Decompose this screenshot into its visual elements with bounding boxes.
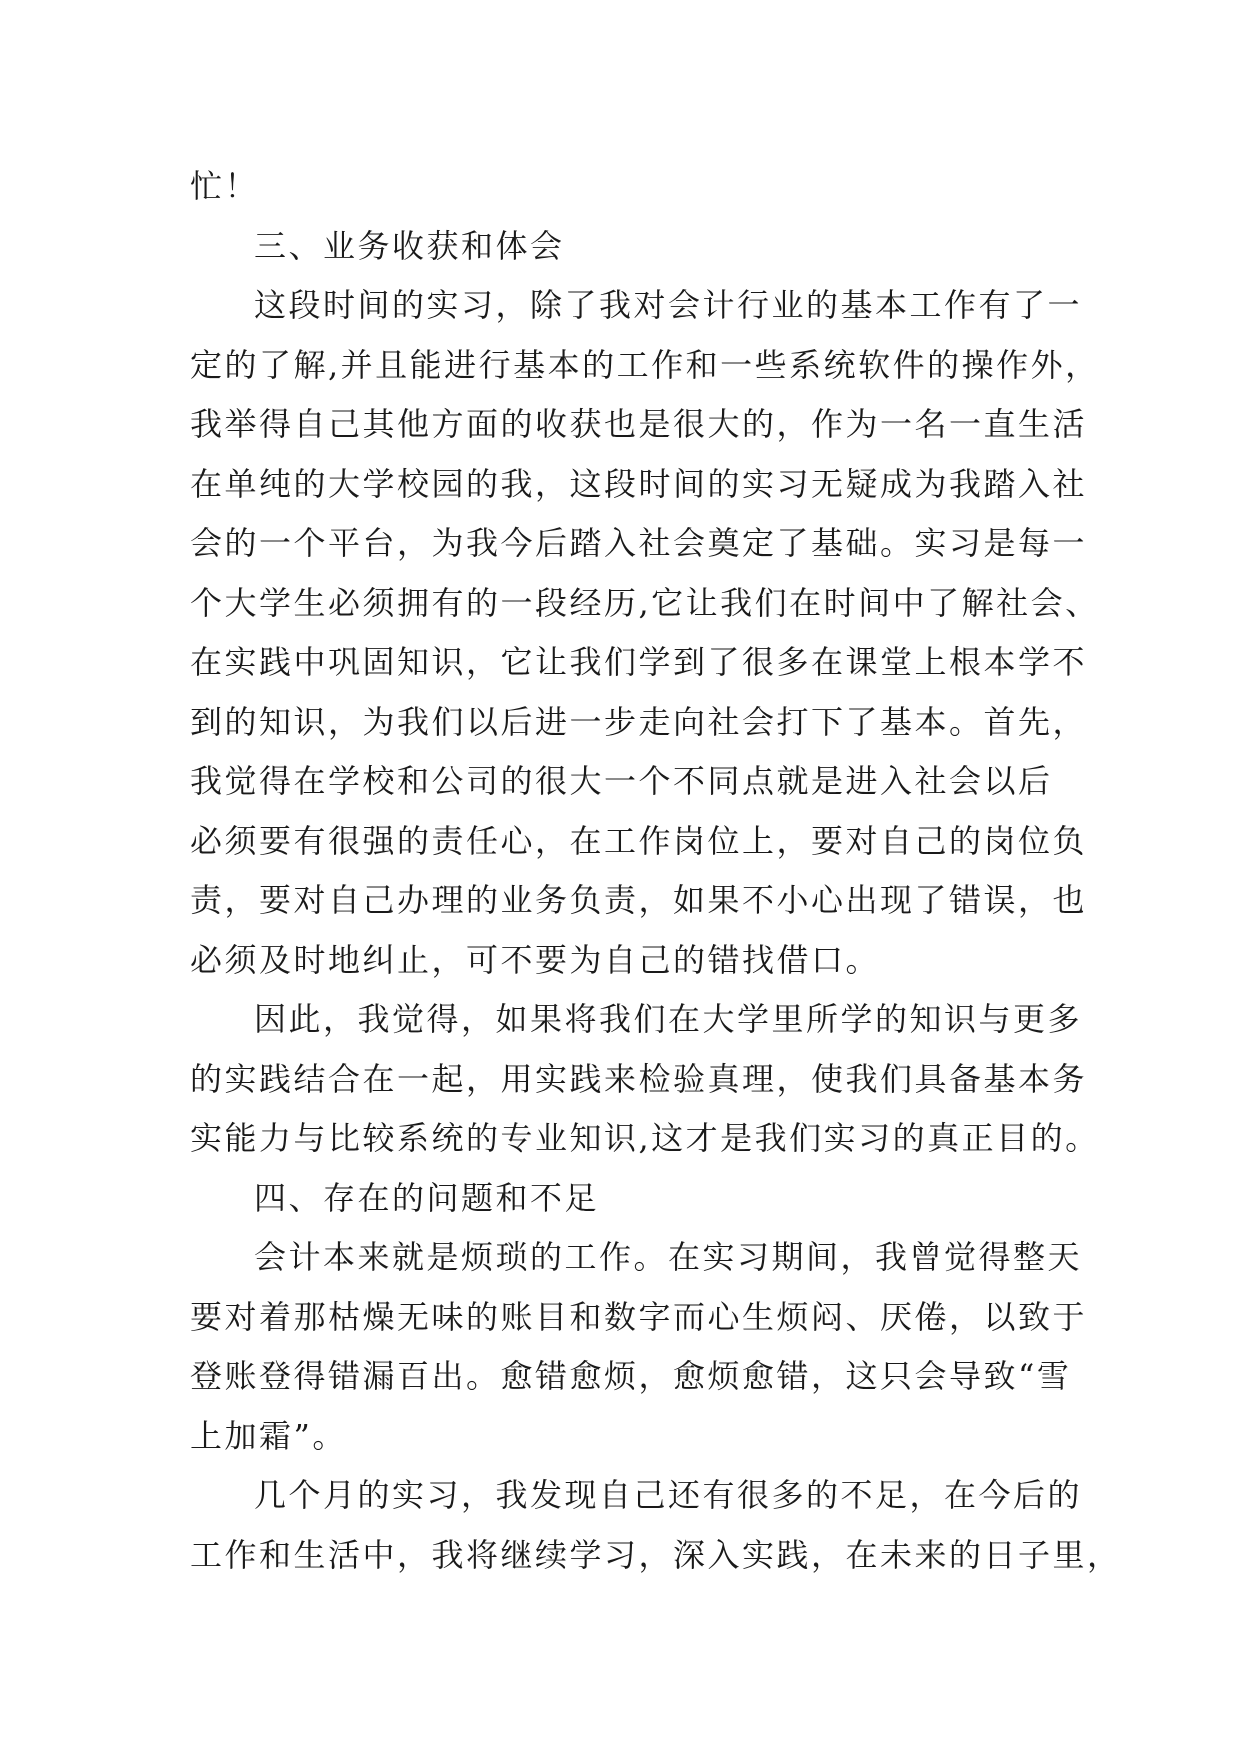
- text-line: 我觉得在学校和公司的很大一个不同点就是进入社会以后: [190, 762, 1053, 800]
- text-line: 的实践结合在一起，用实践来检验真理，使我们具备基本务: [190, 1059, 1088, 1098]
- text-line: 定的了解,并且能进行基本的工作和一些系统软件的操作外，: [190, 345, 1100, 384]
- text-line: 几个月的实习，我发现自己还有很多的不足，在今后的: [254, 1476, 1083, 1514]
- text-line: 在单纯的大学校园的我，这段时间的实习无疑成为我踏入社: [190, 464, 1088, 503]
- text-line: 责，要对自己办理的业务负责，如果不小心出现了错误，也: [190, 881, 1088, 919]
- text-line: 要对着那枯燥无味的账目和数字而心生烦闷、厌倦，以致于: [190, 1297, 1088, 1336]
- text-line: 这段时间的实习，除了我对会计行业的基本工作有了一: [254, 286, 1083, 324]
- text-line: 必须及时地纠止，可不要为自己的错找借口。: [190, 940, 881, 979]
- section-heading: 四、存在的问题和不足: [254, 1178, 600, 1217]
- text-line: 个大学生必须拥有的一段经历,它让我们在时间中了解社会、: [190, 583, 1100, 622]
- text-line: 会的一个平台，为我今后踏入社会奠定了基础。实习是每一: [190, 524, 1088, 562]
- text-line: 我举得自己其他方面的收获也是很大的，作为一名一直生活: [190, 405, 1088, 443]
- text-line: 实能力与比较系统的专业知识,这才是我们实习的真正目的。: [190, 1119, 1100, 1157]
- text-line: 在实践中巩固知识，它让我们学到了很多在课堂上根本学不: [190, 643, 1088, 681]
- text-line: 忙！: [190, 167, 260, 205]
- text-line: 上加霜”。: [190, 1416, 347, 1455]
- text-line: 会计本来就是烦琐的工作。在实习期间，我曾觉得整天: [254, 1238, 1083, 1276]
- document-body: [190, 157, 1122, 1585]
- section-heading: 三、业务收获和体会: [254, 226, 565, 265]
- text-line: 工作和生活中，我将继续学习，深入实践，在未来的日子里，: [190, 1535, 1122, 1574]
- text-line: 登账登得错漏百出。愈错愈烦，愈烦愈错，这只会导致“雪: [190, 1357, 1072, 1395]
- text-line: 必须要有很强的责任心，在工作岗位上，要对自己的岗位负: [190, 821, 1088, 860]
- text-line: 到的知识，为我们以后进一步走向社会打下了基本。首先，: [190, 702, 1088, 741]
- text-line: 因此，我觉得，如果将我们在大学里所学的知识与更多: [254, 1000, 1083, 1038]
